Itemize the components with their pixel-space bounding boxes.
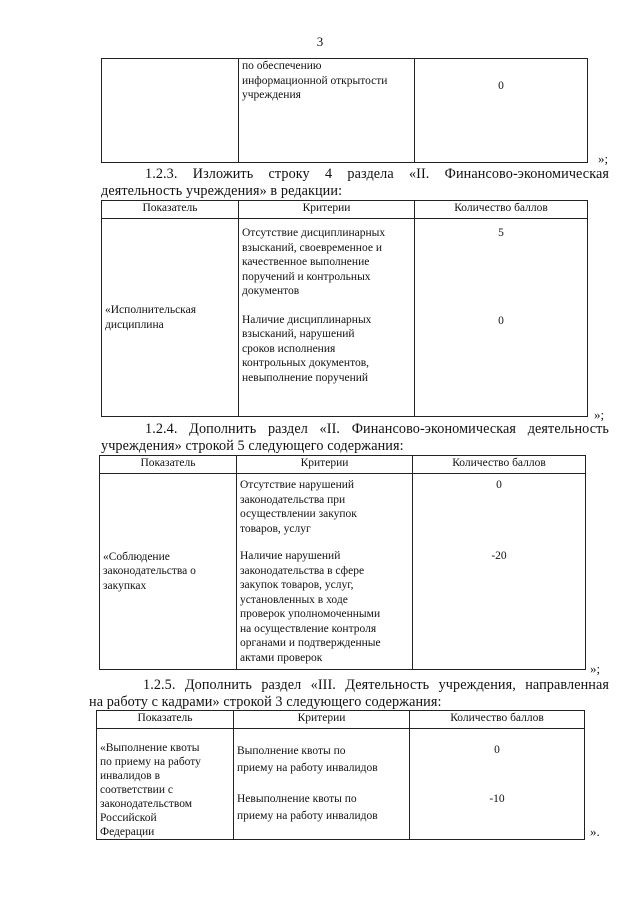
criteria-line: взысканий, своевременное и [242, 241, 382, 254]
criteria-cell [239, 219, 415, 417]
criteria-line: невыполнение поручений [242, 371, 369, 384]
criteria-line: законодательства в сфере [240, 564, 365, 577]
indicator-line: «Соблюдение [103, 550, 170, 563]
score-cell [415, 219, 588, 417]
score-value: 0 [498, 80, 504, 92]
indicator-line: по приему на работу [100, 756, 201, 768]
table-quota [96, 710, 585, 840]
paragraph-line: учреждения» строкой 5 следующего содержания: [101, 438, 404, 454]
indicator-cell [97, 729, 234, 840]
criteria-line: Наличие нарушений [240, 550, 341, 562]
header-criteria: Критерии [237, 456, 413, 474]
paragraph-line: 1.2.5. Дополнить раздел «III. Деятельность учреждения, направленная [143, 677, 609, 693]
criteria-line: установленных в ходе [240, 593, 348, 606]
table-procurement [99, 455, 586, 670]
indicator-line: дисциплина [105, 318, 164, 331]
criteria-line: учреждения [242, 89, 301, 101]
criteria-line: Наличие дисциплинарных [242, 313, 372, 326]
criteria-line: законодательства при [240, 493, 346, 506]
header-indicator: Показатель [102, 201, 239, 219]
criteria-line: Отсутствие дисциплинарных [242, 227, 386, 239]
indicator-line: соответствии с [100, 784, 173, 796]
criteria-cell [237, 474, 413, 670]
criteria-line: поручений и контрольных [242, 270, 371, 283]
score-cell [410, 729, 585, 840]
indicator-line: законодательством [100, 798, 193, 810]
closing-quote: »; [590, 661, 601, 676]
indicator-line: «Исполнительская [105, 304, 196, 316]
criteria-line: товаров, услуг [240, 522, 311, 535]
paragraph-line: на работу с кадрами» строкой 3 следующего содержания: [89, 694, 442, 710]
closing-quote: »; [598, 151, 609, 166]
criteria-cell [239, 59, 415, 163]
criteria-line: контрольных документов, [242, 357, 369, 369]
header-score: Количество баллов [410, 711, 585, 729]
criteria-line: документов [242, 285, 300, 297]
table-discipline [101, 200, 588, 417]
criteria-line: приему на работу инвалидов [237, 810, 378, 822]
criteria-line: по обеспечению [242, 60, 322, 72]
score-value: 5 [498, 227, 504, 239]
criteria-line: сроков исполнения [242, 342, 336, 355]
paragraph-1-2-5 [89, 677, 609, 711]
score-value: -10 [489, 792, 505, 805]
criteria-line: взысканий, нарушений [242, 328, 355, 340]
criteria-line: Выполнение квоты по [237, 745, 346, 757]
criteria-line: проверок уполномоченными [240, 608, 381, 620]
indicator-line: инвалидов в [100, 770, 161, 782]
score-value: 0 [494, 744, 500, 756]
score-cell [413, 474, 586, 670]
indicator-line: Российской [100, 812, 157, 824]
closing-quote: ». [590, 824, 600, 839]
criteria-line: актами проверок [240, 651, 323, 664]
header-indicator: Показатель [100, 456, 237, 474]
paragraph-line: 1.2.3. Изложить строку 4 раздела «II. Финансово-экономическая [145, 166, 609, 182]
header-score: Количество баллов [415, 201, 588, 219]
header-criteria: Критерии [234, 711, 410, 729]
closing-quote: »; [594, 407, 605, 422]
criteria-cell [234, 729, 410, 840]
criteria-line: осуществлении закупок [240, 508, 357, 520]
criteria-line: на осуществление контроля [240, 622, 377, 635]
page-number: 3 [316, 34, 324, 49]
indicator-line: Федерации [100, 826, 155, 838]
criteria-line: Невыполнение квоты по [237, 793, 357, 805]
header-indicator: Показатель [97, 711, 234, 729]
criteria-line: Отсутствие нарушений [240, 479, 355, 491]
indicator-cell [102, 59, 239, 163]
indicator-line: «Выполнение квоты [100, 742, 200, 754]
indicator-line: закупках [103, 579, 147, 592]
paragraph-1-2-4 [101, 421, 609, 455]
criteria-line: качественное выполнение [242, 256, 370, 268]
criteria-line: информационной открытости [242, 74, 388, 87]
criteria-line: приему на работу инвалидов [237, 762, 378, 774]
criteria-line: органами и подтвержденные [240, 637, 381, 649]
criteria-line: закупок товаров, услуг, [240, 579, 354, 591]
indicator-cell [102, 219, 239, 417]
score-value: -20 [491, 549, 507, 562]
paragraph-line: деятельность учреждения» в редакции: [101, 183, 343, 199]
score-value: 0 [496, 479, 502, 491]
paragraph-1-2-3 [101, 166, 609, 200]
indicator-cell [100, 474, 237, 670]
score-value: 0 [498, 314, 504, 327]
paragraph-line: 1.2.4. Дополнить раздел «II. Финансово-экономическая деятельность [145, 421, 609, 437]
score-cell [415, 59, 588, 163]
header-criteria: Критерии [239, 201, 415, 219]
table-continuation [101, 58, 588, 163]
header-score: Количество баллов [413, 456, 586, 474]
indicator-line: законодательства о [103, 565, 196, 578]
